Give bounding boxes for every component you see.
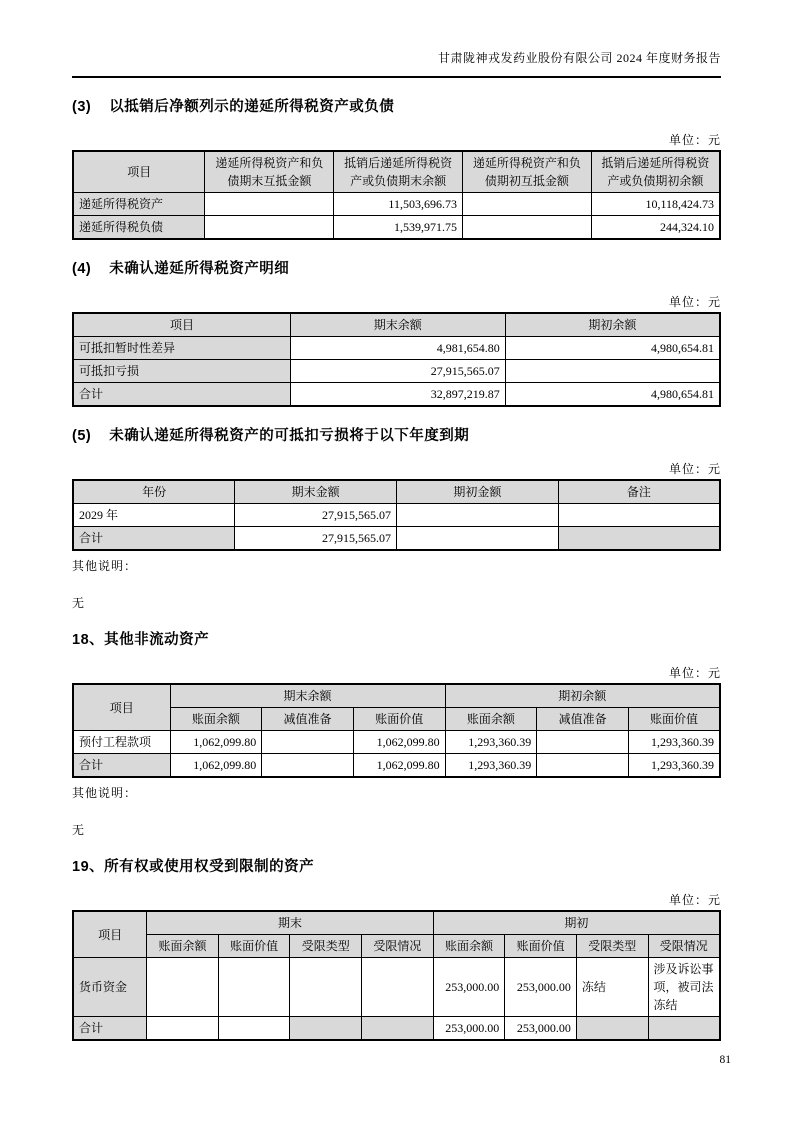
page-number: 81 [719,1054,731,1066]
value-cell: 253,000.00 [505,1017,577,1041]
empty-cell [262,731,354,754]
row-label-cell: 递延所得税资产 [73,193,205,216]
header-cell: 减值准备 [262,708,354,731]
section-heading-18 [72,631,721,650]
header-cell: 账面余额 [170,708,262,731]
empty-cell [262,754,354,778]
table-row [73,911,720,935]
unit-label: 单位：元 [668,666,721,680]
row-label-cell: 可抵扣亏损 [73,360,290,383]
empty-cell [558,527,720,551]
header-cell: 期末余额 [170,684,445,708]
header-cell: 项目 [73,313,290,337]
table-row [73,360,720,383]
header-cell: 受限情况 [648,935,720,958]
header-cell: 项目 [73,684,170,731]
empty-cell [462,216,591,240]
table-row [73,193,720,216]
row-label-cell: 预付工程款项 [73,731,170,754]
value-cell: 11,503,696.73 [334,193,463,216]
empty-cell [147,958,219,1017]
unit-label: 单位：元 [668,893,721,907]
table-row [73,935,720,958]
empty-cell [218,958,290,1017]
restricted-assets-table [72,910,721,1041]
header-cell: 备注 [558,480,720,504]
header-cell: 项目 [73,151,205,193]
section-heading-4 [72,260,721,279]
section-number: (5) [72,428,92,444]
table-row [73,708,720,731]
section-title: 18、其他非流动资产 [72,632,210,648]
table-row [73,731,720,754]
value-cell: 1,293,360.39 [628,754,720,778]
value-cell: 32,897,219.87 [290,383,505,407]
empty-cell [462,193,591,216]
other-note-label: 其他说明： [72,559,138,573]
table-row [73,480,720,504]
other-noncurrent-assets-table [72,683,721,778]
section-title: 未确认递延所得税资产的可抵扣亏损将于以下年度到期 [109,428,470,444]
document-header-title: 甘肃陇神戎发药业股份有限公司 2024 年度财务报告 [72,50,721,78]
total-row-label-cell: 合计 [73,527,235,551]
value-cell: 253,000.00 [433,1017,505,1041]
section-heading-5 [72,427,721,446]
header-cell: 账面价值 [628,708,720,731]
table-row [73,527,720,551]
header-cell: 账面余额 [147,935,219,958]
empty-cell [397,527,559,551]
section-number: (4) [72,261,92,277]
deductible-loss-expiry-table [72,479,721,551]
empty-cell [537,754,629,778]
value-cell: 4,981,654.80 [290,337,505,360]
unit-label: 单位：元 [668,295,721,309]
header-cell: 递延所得税资产和负债期初互抵金额 [462,151,591,193]
unit-label: 单位：元 [668,462,721,476]
value-cell: 1,539,971.75 [334,216,463,240]
value-cell: 1,293,360.39 [445,754,537,778]
other-note-value: 无 [72,596,85,610]
header-cell: 年份 [73,480,235,504]
row-label-cell: 递延所得税负债 [73,216,205,240]
table-row [73,151,720,193]
empty-cell [205,216,334,240]
header-cell: 账面余额 [433,935,505,958]
value-cell: 27,915,565.07 [235,527,397,551]
table-row [73,337,720,360]
section-heading-19 [72,858,721,877]
header-cell: 账面价值 [218,935,290,958]
value-cell: 1,062,099.80 [353,731,445,754]
value-cell: 4,980,654.81 [505,337,720,360]
empty-cell [576,1017,648,1041]
header-cell: 账面价值 [505,935,577,958]
unrecognized-deferred-tax-table [72,312,721,407]
empty-cell [397,504,559,527]
header-cell: 期初余额 [505,313,720,337]
table-row [73,504,720,527]
empty-cell [362,1017,434,1041]
table-row [73,1017,720,1041]
table-row [73,313,720,337]
value-cell: 27,915,565.07 [290,360,505,383]
value-cell: 4,980,654.81 [505,383,720,407]
header-cell: 期初余额 [445,684,720,708]
deferred-tax-netting-table [72,150,721,240]
value-cell: 1,293,360.39 [445,731,537,754]
section-title: 未确认递延所得税资产明细 [109,261,290,277]
row-label-cell: 可抵扣暂时性差异 [73,337,290,360]
empty-cell [147,1017,219,1041]
value-cell: 244,324.10 [591,216,720,240]
total-row-label-cell: 合计 [73,383,290,407]
header-cell: 递延所得税资产和负债期末互抵金额 [205,151,334,193]
value-cell: 1,062,099.80 [353,754,445,778]
value-cell: 冻结 [576,958,648,1017]
value-cell: 27,915,565.07 [235,504,397,527]
header-cell: 抵销后递延所得税资产或负债期初余额 [591,151,720,193]
header-cell: 期初 [433,911,720,935]
value-cell: 253,000.00 [433,958,505,1017]
total-row-label-cell: 合计 [73,754,170,778]
header-cell: 期末余额 [290,313,505,337]
header-cell: 账面价值 [353,708,445,731]
other-note-label: 其他说明： [72,786,138,800]
header-cell: 账面余额 [445,708,537,731]
empty-cell [362,958,434,1017]
header-cell: 受限类型 [290,935,362,958]
header-cell: 期末 [147,911,433,935]
total-row-label-cell: 合计 [73,1017,147,1041]
empty-cell [290,1017,362,1041]
section-title: 以抵销后净额列示的递延所得税资产或负债 [109,99,395,115]
section-heading-3 [72,98,721,117]
header-cell: 抵销后递延所得税资产或负债期末余额 [334,151,463,193]
header-cell: 期末金额 [235,480,397,504]
header-cell: 受限情况 [362,935,434,958]
empty-cell [218,1017,290,1041]
header-cell: 减值准备 [537,708,629,731]
empty-cell [558,504,720,527]
table-row [73,383,720,407]
row-label-cell: 货币资金 [73,958,147,1017]
empty-cell [505,360,720,383]
section-title: 19、所有权或使用权受到限制的资产 [72,859,315,875]
empty-cell [648,1017,720,1041]
value-cell: 涉及诉讼事项，被司法冻结 [648,958,720,1017]
value-cell: 253,000.00 [505,958,577,1017]
value-cell: 10,118,424.73 [591,193,720,216]
other-note-value: 无 [72,823,85,837]
row-label-cell: 2029 年 [73,504,235,527]
header-cell: 受限类型 [576,935,648,958]
header-cell: 期初金额 [397,480,559,504]
value-cell: 1,062,099.80 [170,754,262,778]
value-cell: 1,293,360.39 [628,731,720,754]
empty-cell [205,193,334,216]
empty-cell [537,731,629,754]
table-row [73,754,720,778]
table-row [73,684,720,708]
section-number: (3) [72,99,92,115]
table-row [73,958,720,1017]
value-cell: 1,062,099.80 [170,731,262,754]
empty-cell [290,958,362,1017]
table-row [73,216,720,240]
unit-label: 单位：元 [668,133,721,147]
header-cell: 项目 [73,911,147,958]
